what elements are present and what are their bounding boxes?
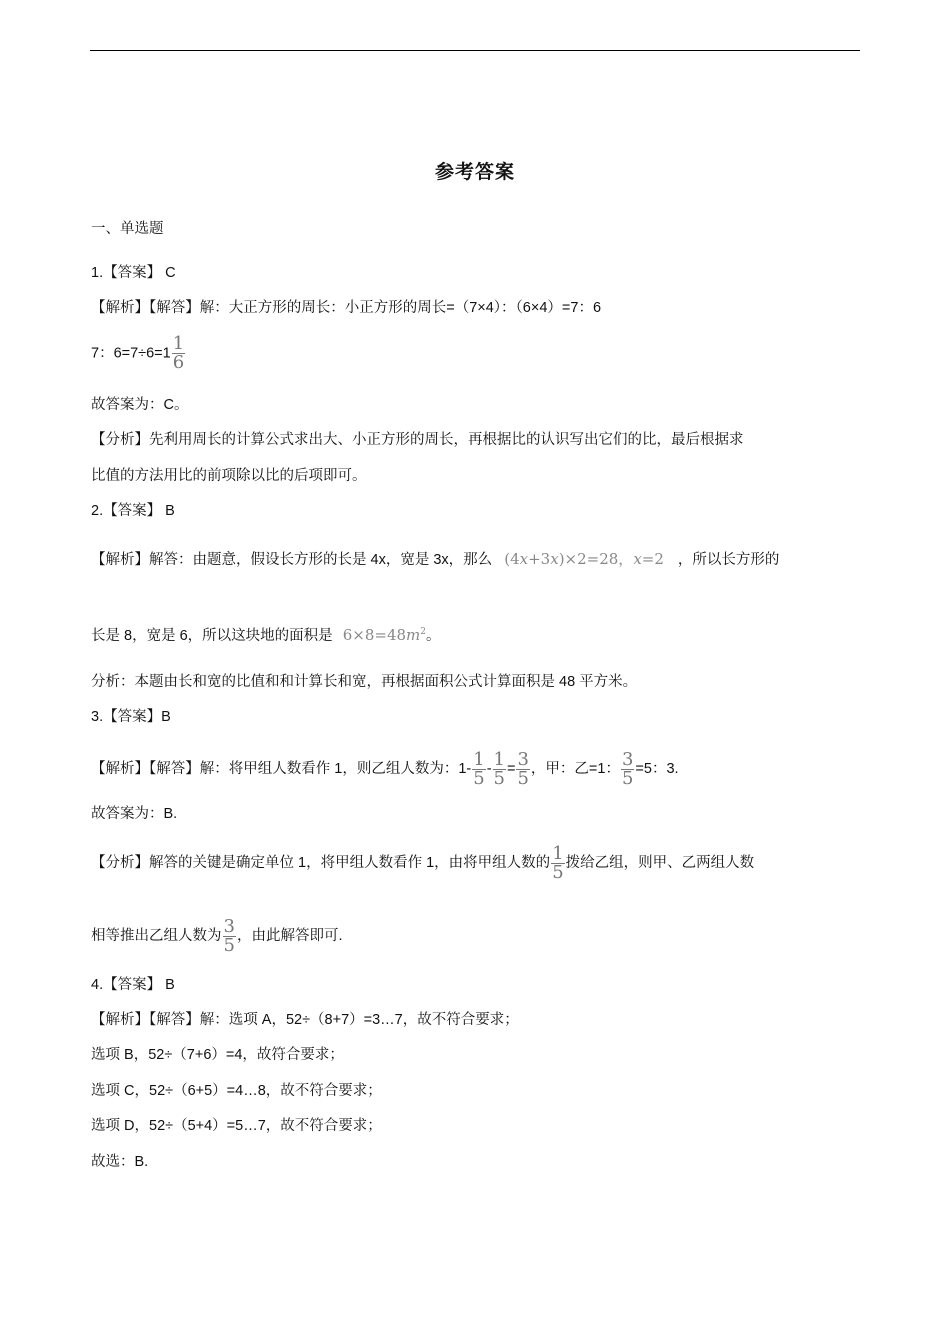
- q2-analysis-tail: ，所以长方形的: [677, 552, 780, 568]
- q2-area-end: 。: [426, 628, 441, 644]
- q2-equation: (4x+3x)×2=28，x=2: [504, 550, 664, 568]
- q1-answer: 1.【答案】 C: [91, 265, 176, 281]
- q1-note-line1: 【分析】先利用周长的计算公式求出大、小正方形的周长，再根据比的认识写出它们的比，最后根据求: [91, 432, 744, 448]
- q2-answer: 2.【答案】 B: [91, 503, 175, 519]
- q3-note-line1: [91, 843, 754, 883]
- q3-conclusion: 故答案为：B.: [91, 806, 178, 822]
- q2-analysis: [91, 549, 779, 570]
- header-rule: [90, 50, 860, 51]
- q3-fraction-5: $\frac{1}{5}$: [552, 842, 564, 883]
- q2-note: 分析：本题由长和宽的比值和和计算长和宽，再根据面积公式计算面积是 48 平方米。: [91, 674, 638, 690]
- q3-note2-tail: ，由此解答即可.: [236, 928, 343, 944]
- q3-note-text: 【分析】解答的关键是确定单位 1，将甲组人数看作 1，由将甲组人数的: [91, 855, 551, 871]
- q4-option-a: 【解析】【解答】解：选项 A，52÷（8+7）=3…7，故不符合要求；: [91, 1012, 519, 1028]
- q4-conclusion: 故选：B.: [91, 1154, 149, 1170]
- q3-fraction-1: $\frac{1}{5}$: [473, 748, 485, 789]
- q4-option-b: 选项 B，52÷（7+6）=4，故符合要求；: [91, 1047, 344, 1063]
- q3-fraction-6: $\frac{3}{5}$: [223, 915, 235, 956]
- q3-analysis-text: 【解析】【解答】解：将甲组人数看作 1，则乙组人数为：1-: [91, 761, 472, 777]
- q3-ratio-result: =5：3.: [635, 761, 679, 777]
- q1-analysis: 【解析】【解答】解：大正方形的周长：小正方形的周长=（7×4）：（6×4）=7：6: [91, 300, 602, 316]
- q3-fraction-2: $\frac{1}{5}$: [493, 748, 505, 789]
- q1-calc: [91, 335, 186, 372]
- q3-note-tail: 拨给乙组，则甲、乙两组人数: [565, 855, 755, 871]
- q3-fraction-3: $\frac{3}{5}$: [517, 748, 529, 789]
- q2-area-equation: $6\times 8=48m^2$: [342, 626, 426, 644]
- q1-fraction: [172, 335, 185, 372]
- q1-fraction-num: 1: [172, 333, 185, 354]
- q2-area-text: 长是 8，宽是 6，所以这块地的面积是: [91, 628, 333, 644]
- q4-option-c: 选项 C，52÷（6+5）=4…8，故不符合要求；: [91, 1083, 382, 1099]
- q3-note2-text: 相等推出乙组人数为: [91, 928, 222, 944]
- q2-analysis-text: 【解析】解答：由题意，假设长方形的长是 4x，宽是 3x，那么: [91, 552, 493, 568]
- q1-note-line2: 比值的方法用比的前项除以比的后项即可。: [91, 468, 367, 484]
- q1-fraction-den: 6: [172, 352, 185, 373]
- q3-fraction-4: $\frac{3}{5}$: [621, 748, 634, 789]
- q3-answer: 3.【答案】B: [91, 709, 171, 725]
- q1-calc-text: 7：6=7÷6=1: [91, 345, 171, 362]
- q1-conclusion: 故答案为：C。: [91, 397, 189, 413]
- q3-analysis: 【解析】【解答】解：将甲组人数看作 1，则乙组人数为：1- $\frac{1}{5}$ - $\frac{1}{5}$ = $\frac{3}{5}$ ，甲：乙=1： $\frac{3}{5}$ =5：3.: [91, 748, 679, 789]
- q4-answer: 4.【答案】 B: [91, 977, 175, 993]
- q4-option-d: 选项 D，52÷（5+4）=5…7，故不符合要求；: [91, 1118, 382, 1134]
- section-heading: 一、单选题: [91, 221, 164, 237]
- q3-note-line2: [91, 916, 342, 956]
- page-title: 参考答案: [434, 162, 515, 183]
- q2-area-line: [91, 622, 441, 646]
- q3-ratio-text: ，甲：乙=1：: [530, 761, 620, 777]
